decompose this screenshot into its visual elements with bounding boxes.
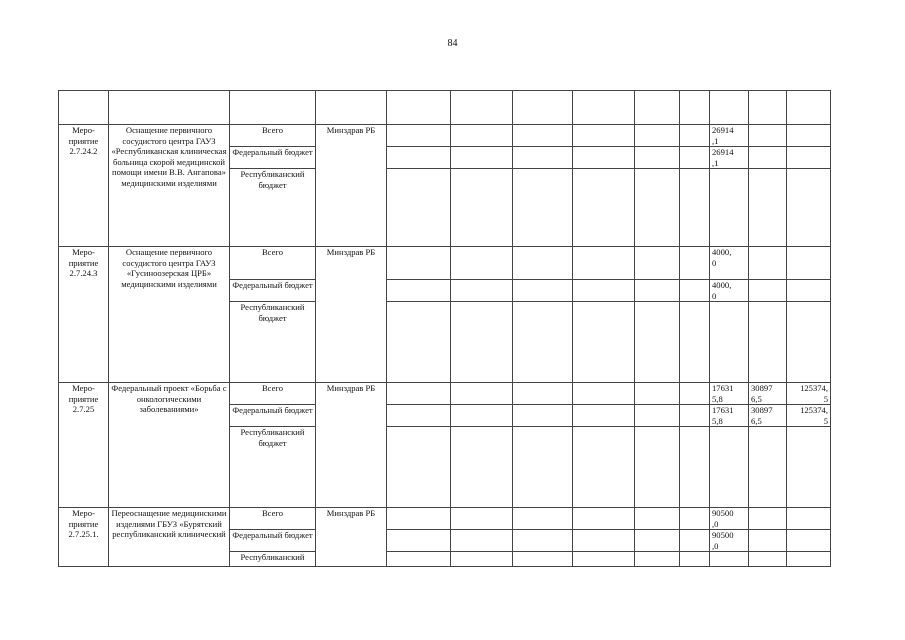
empty-value-cell <box>387 552 451 567</box>
funding-source-cell: Федеральный бюджет <box>230 280 316 302</box>
value-cell: 4000, 0 <box>710 280 749 302</box>
empty-value-cell <box>387 169 451 247</box>
empty-value-cell <box>451 405 513 427</box>
value-cell: 26914 ,1 <box>710 125 749 147</box>
empty-value-cell <box>513 405 573 427</box>
funding-source-cell: Федеральный бюджет <box>230 530 316 552</box>
empty-value-cell <box>573 147 635 169</box>
empty-value-cell <box>635 383 680 405</box>
value-cell <box>749 552 787 567</box>
empty-value-cell <box>635 169 680 247</box>
empty-value-cell <box>680 552 710 567</box>
measure-code-cell: Меро- приятие 2.7.24.3 <box>59 247 109 383</box>
empty-value-cell <box>451 508 513 530</box>
empty-value-cell <box>573 247 635 280</box>
empty-value-cell <box>451 530 513 552</box>
value-cell <box>749 530 787 552</box>
header-cell <box>573 91 635 125</box>
header-cell <box>680 91 710 125</box>
empty-value-cell <box>513 508 573 530</box>
funding-source-cell: Республиканский бюджет <box>230 427 316 508</box>
empty-value-cell <box>680 169 710 247</box>
empty-value-cell <box>635 302 680 383</box>
executor-cell: Минздрав РБ <box>316 508 387 567</box>
measure-row <box>59 247 831 280</box>
value-cell <box>749 147 787 169</box>
value-cell: 125374, 5 <box>787 383 831 405</box>
empty-value-cell <box>573 280 635 302</box>
header-cell <box>230 91 316 125</box>
measure-code-cell: Меро- приятие 2.7.25.1. <box>59 508 109 567</box>
empty-value-cell <box>573 405 635 427</box>
header-cell <box>513 91 573 125</box>
empty-value-cell <box>635 427 680 508</box>
funding-source-cell: Республиканский бюджет <box>230 169 316 247</box>
empty-value-cell <box>451 552 513 567</box>
empty-value-cell <box>573 552 635 567</box>
value-cell <box>787 147 831 169</box>
empty-value-cell <box>635 280 680 302</box>
empty-value-cell <box>451 247 513 280</box>
empty-value-cell <box>387 247 451 280</box>
empty-value-cell <box>513 427 573 508</box>
value-cell: 90500 ,0 <box>710 508 749 530</box>
empty-value-cell <box>513 247 573 280</box>
value-cell: 26914 ,1 <box>710 147 749 169</box>
empty-value-cell <box>451 302 513 383</box>
empty-value-cell <box>451 427 513 508</box>
funding-source-cell: Всего <box>230 125 316 147</box>
measure-name-cell: Оснащение первичного сосудистого центра ГАУЗ «Республиканская клиническая больница скорой медицинской помощи имени В.В. Ангапова» медицинскими изделиями <box>109 125 230 247</box>
empty-value-cell <box>635 405 680 427</box>
funding-source-cell: Республиканский <box>230 552 316 567</box>
value-cell: 90500 ,0 <box>710 530 749 552</box>
empty-value-cell <box>573 427 635 508</box>
value-cell <box>787 125 831 147</box>
empty-value-cell <box>513 383 573 405</box>
empty-value-cell <box>451 125 513 147</box>
value-cell <box>749 302 787 383</box>
header-row <box>59 91 831 125</box>
funding-source-cell: Всего <box>230 383 316 405</box>
funding-source-cell: Всего <box>230 508 316 530</box>
header-cell <box>787 91 831 125</box>
value-cell <box>749 169 787 247</box>
value-cell: 4000, 0 <box>710 247 749 280</box>
header-cell <box>710 91 749 125</box>
empty-value-cell <box>573 302 635 383</box>
empty-value-cell <box>573 125 635 147</box>
header-cell <box>387 91 451 125</box>
empty-value-cell <box>387 383 451 405</box>
measure-row <box>59 125 831 147</box>
header-cell <box>749 91 787 125</box>
value-cell: 17631 5,8 <box>710 405 749 427</box>
value-cell: 125374, 5 <box>787 405 831 427</box>
value-cell <box>749 427 787 508</box>
empty-value-cell <box>680 530 710 552</box>
measure-row <box>59 383 831 405</box>
empty-value-cell <box>680 280 710 302</box>
value-cell <box>710 302 749 383</box>
empty-value-cell <box>387 530 451 552</box>
header-cell <box>59 91 109 125</box>
value-cell <box>787 247 831 280</box>
empty-value-cell <box>680 405 710 427</box>
measure-code-cell: Меро- приятие 2.7.24.2 <box>59 125 109 247</box>
measure-row <box>59 508 831 530</box>
empty-value-cell <box>635 508 680 530</box>
empty-value-cell <box>635 147 680 169</box>
header-cell <box>316 91 387 125</box>
empty-value-cell <box>513 530 573 552</box>
empty-value-cell <box>635 530 680 552</box>
empty-value-cell <box>451 169 513 247</box>
empty-value-cell <box>635 552 680 567</box>
header-cell <box>109 91 230 125</box>
empty-value-cell <box>635 125 680 147</box>
empty-value-cell <box>387 147 451 169</box>
value-cell <box>787 280 831 302</box>
executor-cell: Минздрав РБ <box>316 383 387 508</box>
value-cell <box>787 530 831 552</box>
value-cell <box>787 552 831 567</box>
empty-value-cell <box>680 247 710 280</box>
value-cell <box>749 125 787 147</box>
empty-value-cell <box>513 302 573 383</box>
value-cell <box>710 169 749 247</box>
empty-value-cell <box>513 552 573 567</box>
funding-source-cell: Федеральный бюджет <box>230 147 316 169</box>
header-cell <box>451 91 513 125</box>
empty-value-cell <box>573 508 635 530</box>
empty-value-cell <box>451 383 513 405</box>
value-cell <box>710 427 749 508</box>
empty-value-cell <box>387 302 451 383</box>
measure-code-cell: Меро- приятие 2.7.25 <box>59 383 109 508</box>
budget-table <box>58 90 831 567</box>
funding-source-cell: Федеральный бюджет <box>230 405 316 427</box>
executor-cell: Минздрав РБ <box>316 247 387 383</box>
value-cell <box>749 508 787 530</box>
value-cell: 30897 6,5 <box>749 383 787 405</box>
empty-value-cell <box>387 427 451 508</box>
value-cell <box>710 552 749 567</box>
empty-value-cell <box>451 147 513 169</box>
empty-value-cell <box>680 147 710 169</box>
empty-value-cell <box>573 383 635 405</box>
value-cell: 30897 6,5 <box>749 405 787 427</box>
page-number: 84 <box>447 38 458 49</box>
value-cell <box>787 302 831 383</box>
value-cell <box>787 169 831 247</box>
empty-value-cell <box>451 280 513 302</box>
empty-value-cell <box>387 508 451 530</box>
value-cell <box>749 247 787 280</box>
empty-value-cell <box>680 427 710 508</box>
empty-value-cell <box>387 280 451 302</box>
value-cell: 17631 5,8 <box>710 383 749 405</box>
budget-table-wrap <box>58 90 831 567</box>
measure-name-cell: Оснащение первичного сосудистого центра ГАУЗ «Гусиноозерская ЦРБ» медицинскими изделиями <box>109 247 230 383</box>
measure-name-cell: Федеральный проект «Борьба с онкологическими заболеваниями» <box>109 383 230 508</box>
empty-value-cell <box>513 280 573 302</box>
empty-value-cell <box>387 125 451 147</box>
empty-value-cell <box>680 383 710 405</box>
empty-value-cell <box>680 302 710 383</box>
empty-value-cell <box>513 147 573 169</box>
header-cell <box>635 91 680 125</box>
empty-value-cell <box>573 169 635 247</box>
empty-value-cell <box>387 405 451 427</box>
empty-value-cell <box>680 125 710 147</box>
empty-value-cell <box>513 169 573 247</box>
value-cell <box>787 508 831 530</box>
value-cell <box>749 280 787 302</box>
funding-source-cell: Всего <box>230 247 316 280</box>
measure-name-cell: Переоснащение медицинскими изделиями ГБУЗ «Бурятский республиканский клинический <box>109 508 230 567</box>
empty-value-cell <box>573 530 635 552</box>
value-cell <box>787 427 831 508</box>
funding-source-cell: Республиканский бюджет <box>230 302 316 383</box>
empty-value-cell <box>513 125 573 147</box>
empty-value-cell <box>680 508 710 530</box>
empty-value-cell <box>635 247 680 280</box>
executor-cell: Минздрав РБ <box>316 125 387 247</box>
